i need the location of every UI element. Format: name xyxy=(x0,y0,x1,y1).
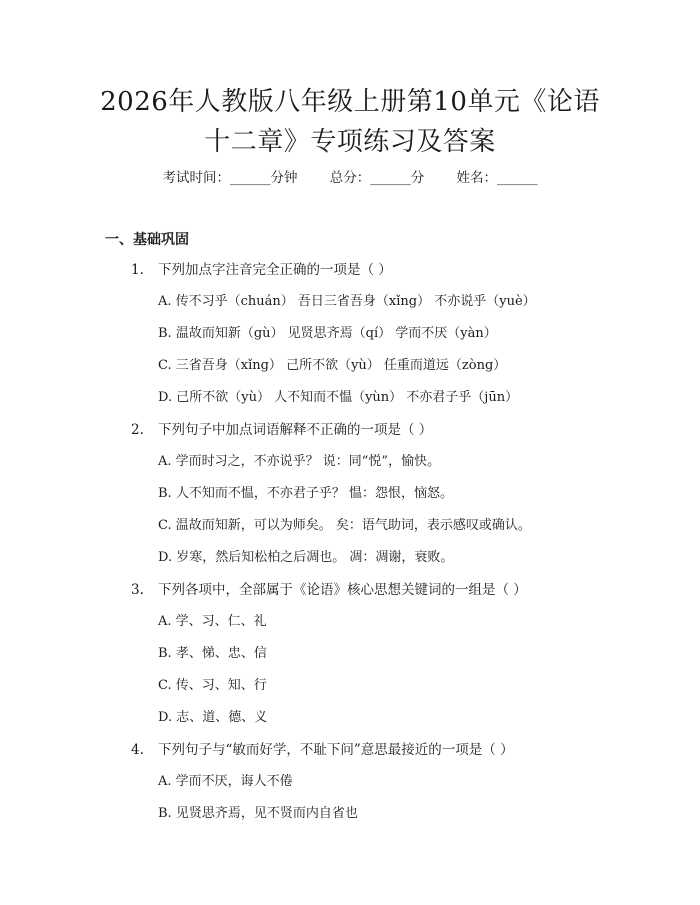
question-number: 1. xyxy=(131,262,144,278)
question-number: 4. xyxy=(131,742,144,758)
question-3-option-c: C. 传、习、知、行 xyxy=(158,678,267,693)
question-2-option-d: D. 岁寒，然后知松柏之后凋也。 凋：凋谢，衰败。 xyxy=(158,550,454,565)
exam-meta xyxy=(0,168,700,188)
question-2-option-c: C. 温故而知新，可以为师矣。 矣：语气助词，表示感叹或确认。 xyxy=(158,518,531,533)
question-4 xyxy=(131,740,514,760)
question-3-option-a: A. 学、习、仁、礼 xyxy=(158,614,267,629)
question-2-option-a: A. 学而时习之，不亦说乎？ 说：同“悦”，愉快。 xyxy=(158,454,441,469)
question-1-option-a: A. 传不习乎（chuán） 吾日三省吾身（xǐng） 不亦说乎（yuè） xyxy=(158,294,536,309)
question-2-option-b: B. 人不知而不愠，不亦君子乎？ 愠：怨恨，恼怒。 xyxy=(158,486,453,501)
question-text: 下列句子与“敏而好学，不耻下问”意思最接近的一项是（ ） xyxy=(158,742,514,758)
section-heading: 一、基础巩固 xyxy=(105,232,189,248)
question-number: 2. xyxy=(131,422,144,438)
question-1-option-b: B. 温故而知新（gù） 见贤思齐焉（qí） 学而不厌（yàn） xyxy=(158,326,497,341)
question-2 xyxy=(131,420,432,440)
question-text: 下列加点字注音完全正确的一项是（ ） xyxy=(158,262,392,278)
title-line-1: 2026年人教版八年级上册第10单元《论语 xyxy=(100,87,600,117)
student-name-field: 姓名：______ xyxy=(456,170,538,186)
question-text: 下列各项中，全部属于《论语》核心思想关键词的一组是（ ） xyxy=(158,582,527,598)
question-1-option-d: D. 己所不欲（yù） 人不知而不愠（yùn） 不亦君子乎（jūn） xyxy=(158,390,519,405)
total-score-field: 总分：______分 xyxy=(329,170,425,186)
exam-time-field: 考试时间：______分钟 xyxy=(162,170,298,186)
question-3-option-d: D. 志、道、德、义 xyxy=(158,710,268,725)
question-3 xyxy=(131,580,527,600)
question-4-option-b: B. 见贤思齐焉，见不贤而内自省也 xyxy=(158,806,358,821)
question-text: 下列句子中加点词语解释不正确的一项是（ ） xyxy=(158,422,433,438)
question-number: 3. xyxy=(131,582,144,598)
question-1 xyxy=(131,260,392,280)
page-title xyxy=(0,82,700,162)
question-3-option-b: B. 孝、悌、忠、信 xyxy=(158,646,267,661)
question-4-option-a: A. 学而不厌，诲人不倦 xyxy=(158,774,293,789)
question-1-option-c: C. 三省吾身（xǐng） 己所不欲（yù） 任重而道远（zòng） xyxy=(158,358,507,373)
title-line-2: 十二章》专项练习及答案 xyxy=(204,127,496,157)
